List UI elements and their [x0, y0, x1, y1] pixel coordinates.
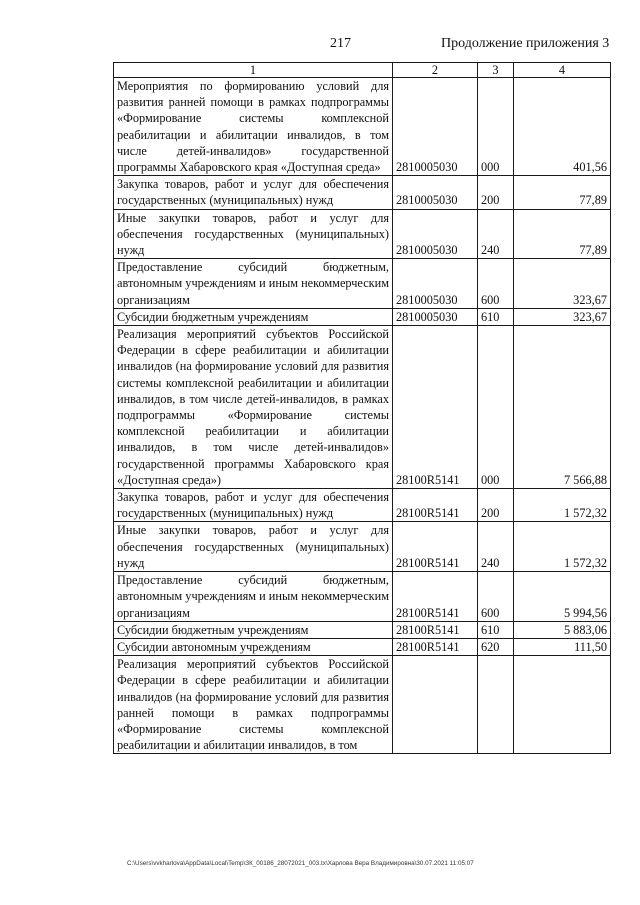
row-code-cell: 2810005030: [393, 259, 478, 309]
page-number: 217: [330, 36, 351, 51]
table-row: [114, 638, 611, 655]
row-name-cell: Реализация мероприятий субъектов Российской Федерации в сфере реабилитации и абилитации инвалидов (на формирование условий для развития системы комплексной реабилитации и абилитации инвалидов, в том числе детей-инвалидов, в рамках подпрограммы «Формирование системы комплексной реабилитации и абилитации инвалидов, в том числе детей-инвалидов» государственной программы Хабаровского края «Доступная среда»): [114, 326, 393, 489]
column-header: 4: [514, 63, 611, 78]
table-row: [114, 308, 611, 325]
row-kind-cell: 240: [478, 522, 514, 572]
table-row: [114, 326, 611, 489]
row-kind-cell: 600: [478, 259, 514, 309]
row-amount-cell: 323,67: [514, 259, 611, 309]
column-header: 2: [393, 63, 478, 78]
table-row: [114, 656, 611, 754]
row-amount-cell: 5 994,56: [514, 572, 611, 622]
row-name-cell: Субсидии бюджетным учреждениям: [114, 308, 393, 325]
continuation-label: Продолжение приложения 3: [441, 36, 610, 51]
row-name-cell: Мероприятия по формированию условий для развития ранней помощи в рамках подпрограммы «Формирование системы комплексной реабилитации и абилитации инвалидов, в том числе детей-инвалидов» государственной программы Хабаровского края «Доступная среда»: [114, 78, 393, 176]
row-code-cell: 2810005030: [393, 176, 478, 209]
row-name-cell: Реализация мероприятий субъектов Российской Федерации в сфере реабилитации и абилитации инвалидов (на формирование условий для развития ранней помощи в рамках подпрограммы «Формирование системы комплексной реабилитации и абилитации инвалидов, в том: [114, 656, 393, 754]
column-header: 1: [114, 63, 393, 78]
row-name-cell: Субсидии автономным учреждениям: [114, 638, 393, 655]
table-row: [114, 572, 611, 622]
row-kind-cell: [478, 656, 514, 754]
table-row: [114, 209, 611, 259]
table-row: [114, 78, 611, 176]
row-kind-cell: 240: [478, 209, 514, 259]
row-kind-cell: 600: [478, 572, 514, 622]
row-kind-cell: 000: [478, 78, 514, 176]
row-amount-cell: 7 566,88: [514, 326, 611, 489]
row-amount-cell: 401,56: [514, 78, 611, 176]
row-code-cell: 28100R5141: [393, 489, 478, 522]
table-row: [114, 176, 611, 209]
table-row: [114, 489, 611, 522]
row-kind-cell: 200: [478, 489, 514, 522]
table-header-row: [114, 63, 611, 78]
row-code-cell: [393, 656, 478, 754]
column-header: 3: [478, 63, 514, 78]
row-name-cell: Предоставление субсидий бюджетным, автономным учреждениям и иным некоммерческим организациям: [114, 259, 393, 309]
row-amount-cell: 1 572,32: [514, 489, 611, 522]
row-kind-cell: 610: [478, 621, 514, 638]
row-code-cell: 28100R5141: [393, 326, 478, 489]
row-amount-cell: 1 572,32: [514, 522, 611, 572]
row-code-cell: 2810005030: [393, 209, 478, 259]
table-body: [114, 78, 611, 754]
row-name-cell: Иные закупки товаров, работ и услуг для обеспечения государственных (муниципальных) нужд: [114, 209, 393, 259]
row-code-cell: 28100R5141: [393, 572, 478, 622]
row-kind-cell: 200: [478, 176, 514, 209]
row-name-cell: Закупка товаров, работ и услуг для обеспечения государственных (муниципальных) нужд: [114, 489, 393, 522]
row-amount-cell: 77,89: [514, 176, 611, 209]
footer-file-path: C:\Users\vvkharlova\AppData\Local\Temp\ЗК_00186_28072021_003.tx\Харлова Вера Владимировна\30.07.2021 11:05:07: [127, 860, 474, 867]
budget-table: [113, 62, 611, 754]
row-kind-cell: 610: [478, 308, 514, 325]
row-name-cell: Субсидии бюджетным учреждениям: [114, 621, 393, 638]
row-name-cell: Иные закупки товаров, работ и услуг для обеспечения государственных (муниципальных) нужд: [114, 522, 393, 572]
row-code-cell: 2810005030: [393, 78, 478, 176]
table-row: [114, 621, 611, 638]
row-name-cell: Закупка товаров, работ и услуг для обеспечения государственных (муниципальных) нужд: [114, 176, 393, 209]
row-code-cell: 28100R5141: [393, 621, 478, 638]
row-code-cell: 2810005030: [393, 308, 478, 325]
row-amount-cell: 5 883,06: [514, 621, 611, 638]
row-kind-cell: 000: [478, 326, 514, 489]
row-amount-cell: 111,50: [514, 638, 611, 655]
row-name-cell: Предоставление субсидий бюджетным, автономным учреждениям и иным некоммерческим организациям: [114, 572, 393, 622]
row-code-cell: 28100R5141: [393, 638, 478, 655]
row-amount-cell: 323,67: [514, 308, 611, 325]
table-row: [114, 259, 611, 309]
row-code-cell: 28100R5141: [393, 522, 478, 572]
row-kind-cell: 620: [478, 638, 514, 655]
table-row: [114, 522, 611, 572]
row-amount-cell: 77,89: [514, 209, 611, 259]
row-amount-cell: [514, 656, 611, 754]
